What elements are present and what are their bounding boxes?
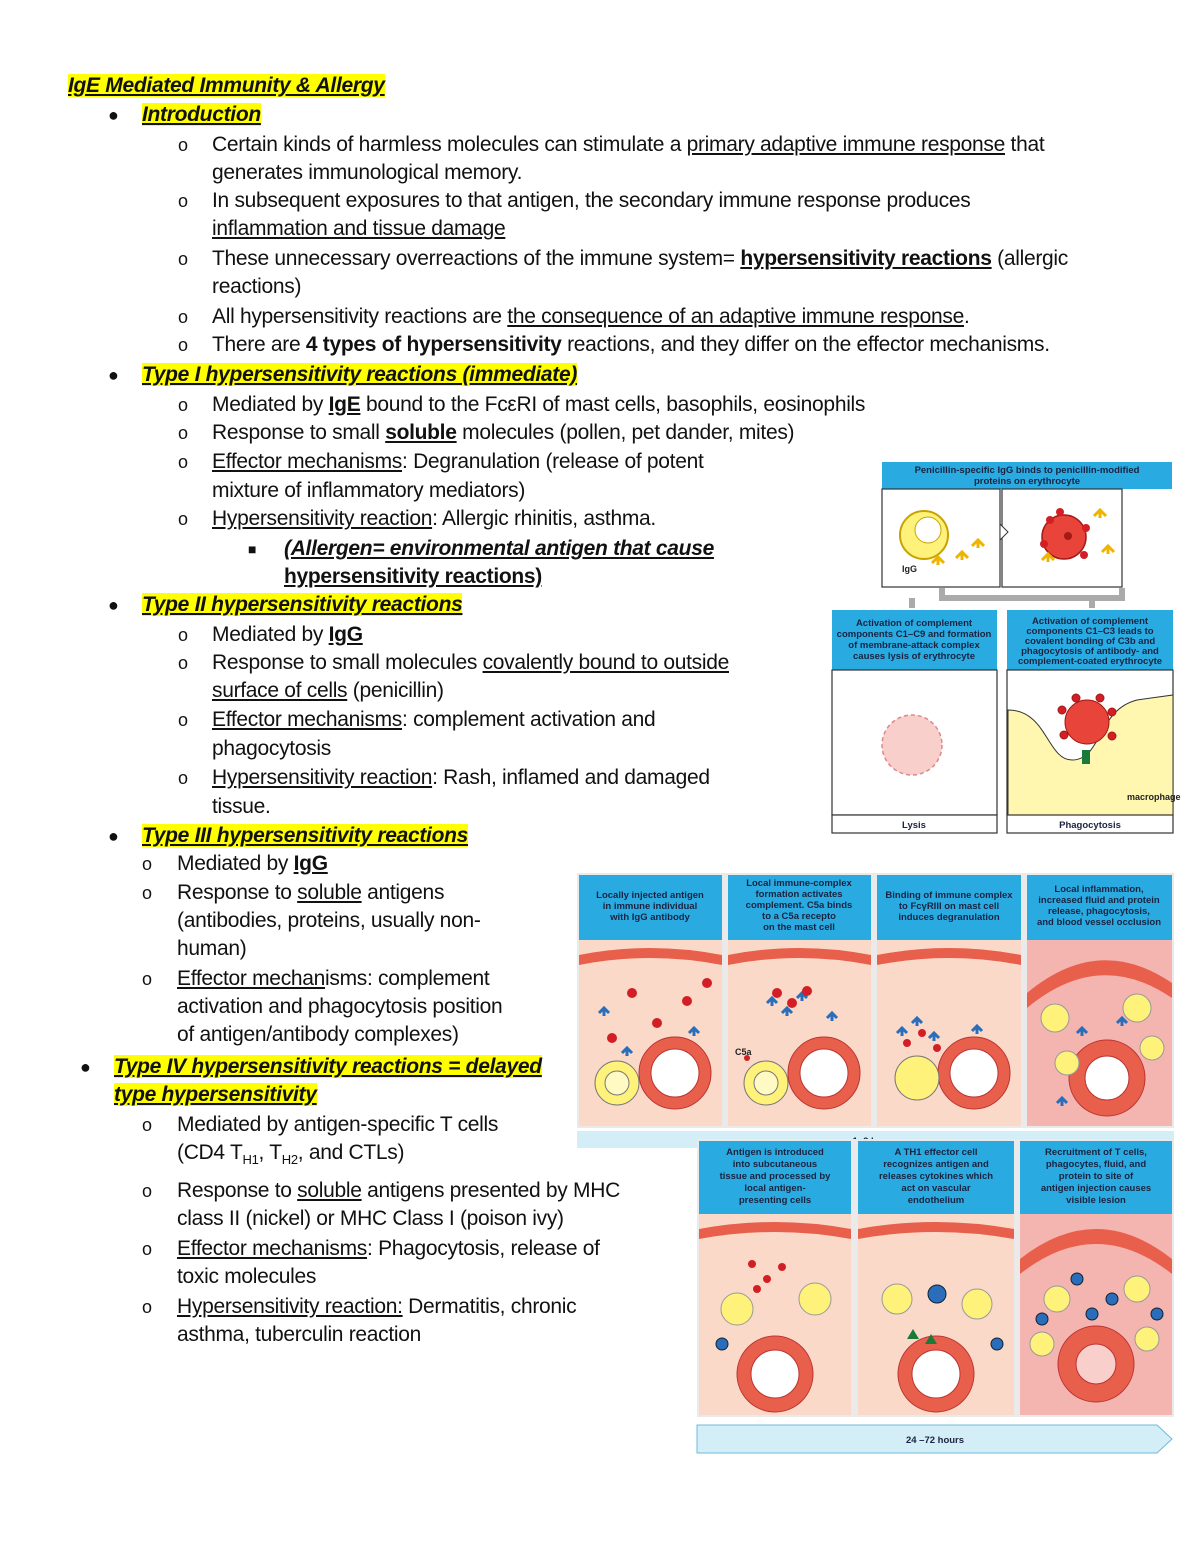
section-heading-introduction: Introduction bbox=[142, 103, 261, 126]
svg-text:protein to site of: protein to site of bbox=[1058, 1171, 1134, 1182]
svg-text:visible lesion: visible lesion bbox=[1066, 1195, 1126, 1206]
section-heading-type2: Type II hypersensitivity reactions bbox=[142, 593, 463, 616]
figure-type2-penicillin bbox=[832, 460, 1181, 835]
svg-text:Binding of immune complex: Binding of immune complex bbox=[885, 890, 1013, 901]
type3-line: human) bbox=[177, 937, 247, 960]
coated-erythrocyte-icon bbox=[1065, 700, 1109, 744]
svg-text:antigen injection causes: antigen injection causes bbox=[1040, 1183, 1152, 1194]
sub-bullet-icon: o bbox=[142, 883, 153, 903]
svg-text:into subcutaneous: into subcutaneous bbox=[732, 1159, 818, 1170]
type1-line: Mediated by IgE bound to the FcεRI of mast cells, basophils, eosinophils bbox=[212, 393, 866, 416]
svg-text:on the mast cell: on the mast cell bbox=[763, 922, 835, 933]
sub-bullet-icon: o bbox=[178, 509, 189, 529]
sub-bullet-icon: o bbox=[142, 1181, 153, 1201]
type2-line: Response to small molecules covalently bound to outside bbox=[212, 651, 729, 674]
svg-text:in immune individual: in immune individual bbox=[602, 901, 698, 912]
svg-text:of membrane-attack complex: of membrane-attack complex bbox=[848, 640, 980, 651]
page-title: IgE Mediated Immunity & Allergy bbox=[68, 74, 385, 97]
svg-text:recognizes antigen and: recognizes antigen and bbox=[883, 1159, 989, 1170]
section-heading-type4: type hypersensitivity bbox=[114, 1083, 317, 1106]
macrophage-label: macrophage bbox=[1127, 792, 1181, 802]
bullet-icon: ● bbox=[80, 1057, 91, 1077]
igg-label: IgG bbox=[902, 564, 917, 574]
intro-line: All hypersensitivity reactions are the consequence of an adaptive immune response. bbox=[212, 305, 970, 328]
panel-1 bbox=[699, 1141, 851, 1415]
svg-text:and blood vessel occlusion: and blood vessel occlusion bbox=[1036, 917, 1162, 928]
intro-line: generates immunological memory. bbox=[212, 161, 523, 184]
phagocytosis-label: Phagocytosis bbox=[1059, 820, 1121, 831]
intro-line: reactions) bbox=[212, 275, 302, 298]
bullet-icon: ● bbox=[108, 365, 119, 385]
type4-line: Mediated by antigen-specific T cells bbox=[177, 1113, 499, 1136]
svg-text:components C1–C9 and formation: components C1–C9 and formation bbox=[836, 629, 992, 640]
fig1-right-caption bbox=[1018, 616, 1162, 667]
type2-line: Mediated by IgG bbox=[212, 623, 363, 646]
svg-text:Locally injected antigen: Locally injected antigen bbox=[596, 890, 704, 901]
svg-text:increased fluid and protein: increased fluid and protein bbox=[1038, 895, 1160, 906]
bullet-icon: ● bbox=[108, 595, 119, 615]
svg-text:release, phagocytosis,: release, phagocytosis, bbox=[1048, 906, 1150, 917]
type2-line: surface of cells (penicillin) bbox=[212, 679, 444, 702]
svg-text:presenting cells: presenting cells bbox=[738, 1195, 812, 1206]
svg-text:endothelium: endothelium bbox=[907, 1195, 965, 1206]
sub-bullet-icon: o bbox=[178, 423, 189, 443]
type2-line: phagocytosis bbox=[212, 737, 331, 760]
nucleus-icon bbox=[915, 517, 941, 543]
fig1-top-caption: Penicillin-specific IgG binds to penicillin-modified bbox=[914, 465, 1140, 476]
intro-line: There are 4 types of hypersensitivity reactions, and they differ on the effector mechanisms. bbox=[212, 333, 1050, 356]
svg-text:releases cytokines which: releases cytokines which bbox=[878, 1171, 994, 1182]
type4-line: asthma, tuberculin reaction bbox=[177, 1323, 422, 1346]
sub-bullet-icon: o bbox=[142, 1297, 153, 1317]
svg-text:complement-coated erythrocyte: complement-coated erythrocyte bbox=[1017, 656, 1163, 667]
sub-bullet-icon: o bbox=[142, 969, 153, 989]
svg-text:induces degranulation: induces degranulation bbox=[898, 912, 1000, 923]
split-arrow-icon bbox=[912, 588, 1122, 608]
type4-line: toxic molecules bbox=[177, 1265, 317, 1288]
svg-text:with IgG antibody: with IgG antibody bbox=[610, 912, 690, 923]
intro-line: In subsequent exposures to that antigen, the secondary immune response produces bbox=[212, 189, 971, 212]
section-heading-type4: Type IV hypersensitivity reactions = delayed bbox=[114, 1055, 542, 1078]
sub-bullet-icon: o bbox=[178, 710, 189, 730]
svg-text:A TH1 effector cell: A TH1 effector cell bbox=[894, 1147, 978, 1158]
intro-line: inflammation and tissue damage bbox=[212, 217, 506, 240]
svg-text:Local inflammation,: Local inflammation, bbox=[1054, 884, 1144, 895]
sub-bullet-icon: o bbox=[178, 307, 189, 327]
lysed-erythrocyte-icon bbox=[882, 715, 942, 775]
sub-bullet-icon: o bbox=[178, 191, 189, 211]
type1-line: Effector mechanisms: Degranulation (release of potent bbox=[212, 450, 704, 473]
type1-line: Response to small soluble molecules (pollen, pet dander, mites) bbox=[212, 421, 795, 444]
svg-text:act on vascular: act on vascular bbox=[901, 1183, 971, 1194]
type3-line: activation and phagocytosis position bbox=[177, 995, 503, 1018]
svg-text:formation activates: formation activates bbox=[755, 889, 843, 900]
c5a-label: C5a bbox=[735, 1047, 752, 1057]
panel-3 bbox=[1020, 1141, 1172, 1415]
sub-bullet-icon: o bbox=[142, 1115, 153, 1135]
type1-note: (Allergen= environmental antigen that cause bbox=[284, 537, 714, 560]
sub-bullet-icon: o bbox=[178, 395, 189, 415]
type1-note: hypersensitivity reactions) bbox=[284, 565, 542, 588]
svg-text:complement. C5a binds: complement. C5a binds bbox=[745, 900, 853, 911]
square-bullet-icon: ■ bbox=[248, 541, 257, 557]
type4-line: Effector mechanisms: Phagocytosis, release of bbox=[177, 1237, 600, 1260]
type4-line: Hypersensitivity reaction: Dermatitis, chronic bbox=[177, 1295, 577, 1318]
type3-line: Response to soluble antigens bbox=[177, 881, 445, 904]
lysis-label: Lysis bbox=[902, 820, 926, 831]
nucleus-icon bbox=[1064, 532, 1072, 540]
section-heading-type3: Type III hypersensitivity reactions bbox=[142, 824, 469, 847]
sub-bullet-icon: o bbox=[178, 135, 189, 155]
svg-text:Local immune-complex: Local immune-complex bbox=[746, 878, 852, 889]
sub-bullet-icon: o bbox=[142, 1239, 153, 1259]
panel-2 bbox=[858, 1141, 1014, 1415]
panel-4 bbox=[1027, 875, 1172, 1126]
intro-line: Certain kinds of harmless molecules can stimulate a primary adaptive immune response that bbox=[212, 133, 1045, 156]
type3-line: Effector mechanisms: complement bbox=[177, 967, 490, 990]
bullet-icon: ● bbox=[108, 105, 119, 125]
sub-bullet-icon: o bbox=[178, 653, 189, 673]
panel-1 bbox=[579, 875, 722, 1126]
type2-line: tissue. bbox=[212, 795, 271, 818]
type3-line: of antigen/antibody complexes) bbox=[177, 1023, 459, 1046]
sub-bullet-icon: o bbox=[178, 452, 189, 472]
fig1-top-caption: proteins on erythrocyte bbox=[973, 476, 1081, 487]
svg-text:Activation of complement: Activation of complement bbox=[1031, 616, 1149, 627]
type2-line: Hypersensitivity reaction: Rash, inflamed and damaged bbox=[212, 766, 710, 789]
timeline-label: 24 –72 hours bbox=[905, 1435, 965, 1446]
svg-text:Antigen is introduced: Antigen is introduced bbox=[726, 1147, 824, 1158]
intro-line: These unnecessary overreactions of the immune system= hypersensitivity reactions (allergic bbox=[212, 247, 1068, 270]
panel-3 bbox=[877, 875, 1021, 1126]
sub-bullet-icon: o bbox=[178, 335, 189, 355]
svg-text:local antigen-: local antigen- bbox=[744, 1183, 806, 1194]
figure-type4-delayed bbox=[697, 1139, 1174, 1455]
svg-text:phagocytosis of antibody- and: phagocytosis of antibody- and bbox=[1021, 646, 1159, 657]
svg-text:to FcγRIII on mast cell: to FcγRIII on mast cell bbox=[898, 901, 1000, 912]
svg-text:covalent bonding of C3b and: covalent bonding of C3b and bbox=[1024, 636, 1156, 647]
type4-line: Response to soluble antigens presented by MHC bbox=[177, 1179, 620, 1202]
type1-line: mixture of inflammatory mediators) bbox=[212, 479, 526, 502]
svg-text:components C1–C3 leads to: components C1–C3 leads to bbox=[1026, 626, 1154, 637]
sub-bullet-icon: o bbox=[178, 249, 189, 269]
fig1-left-caption bbox=[837, 618, 992, 662]
svg-text:tissue and processed by: tissue and processed by bbox=[719, 1171, 831, 1182]
type1-line: Hypersensitivity reaction: Allergic rhinitis, asthma. bbox=[212, 507, 656, 530]
receptor-icon bbox=[1082, 750, 1090, 764]
svg-text:causes lysis of erythrocyte: causes lysis of erythrocyte bbox=[853, 651, 975, 662]
panel-2 bbox=[728, 875, 871, 1126]
figure-type3-immune-complex bbox=[577, 873, 1174, 1148]
svg-text:Recruitment of T cells,: Recruitment of T cells, bbox=[1045, 1147, 1147, 1158]
svg-text:to a C5a recepto: to a C5a recepto bbox=[762, 911, 836, 922]
type4-line: class II (nickel) or MHC Class I (poison ivy) bbox=[177, 1207, 564, 1230]
type3-line: (antibodies, proteins, usually non- bbox=[177, 909, 481, 932]
section-heading-type1: Type I hypersensitivity reactions (immediate) bbox=[142, 363, 578, 386]
sub-bullet-icon: o bbox=[178, 625, 189, 645]
sub-bullet-icon: o bbox=[142, 854, 153, 874]
bullet-icon: ● bbox=[108, 826, 119, 846]
svg-text:phagocytes, fluid, and: phagocytes, fluid, and bbox=[1045, 1159, 1147, 1170]
sub-bullet-icon: o bbox=[178, 768, 189, 788]
type3-line: Mediated by IgG bbox=[177, 852, 328, 875]
type4-line: (CD4 $T_{H1}$, $T_{H2}$, and CTLs) bbox=[177, 1141, 405, 1167]
type2-line: Effector mechanisms: complement activation and bbox=[212, 708, 656, 731]
svg-text:Activation of complement: Activation of complement bbox=[855, 618, 973, 629]
